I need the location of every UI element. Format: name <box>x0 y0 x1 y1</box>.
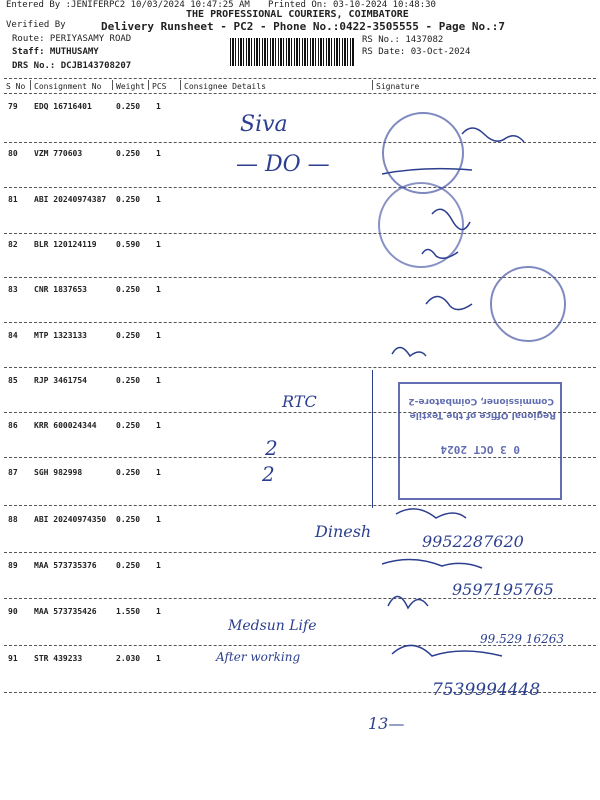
handwritten-mark: 13— <box>368 714 405 733</box>
row-pcs: 1 <box>156 421 161 430</box>
row-weight: 0.250 <box>116 515 141 524</box>
row-sno: 84 <box>8 331 18 340</box>
row-consignment: EDQ 16716401 <box>34 102 92 111</box>
handwritten-phone: 7539994448 <box>432 680 541 700</box>
handwritten-name: Dinesh <box>315 522 372 541</box>
row-consignment: BLR 120124119 <box>34 240 97 249</box>
row-sno: 83 <box>8 285 18 294</box>
handwritten-name: Medsun Life <box>228 618 317 634</box>
col-pcs: PCS <box>152 82 167 91</box>
col-divider <box>112 80 113 90</box>
barcode <box>230 38 355 66</box>
row-sno: 81 <box>8 195 18 204</box>
bracket-line <box>372 370 373 508</box>
row-pcs: 1 <box>156 468 161 477</box>
row-weight: 0.250 <box>116 421 141 430</box>
row-pcs: 1 <box>156 285 161 294</box>
handwritten-phone: 9597195765 <box>452 580 554 599</box>
row-consignment: CNR 1837653 <box>34 285 87 294</box>
drs-no: DRS No.: DCJB143708207 <box>12 61 132 71</box>
col-divider <box>372 80 373 90</box>
row-pcs: 1 <box>156 331 161 340</box>
col-divider <box>148 80 149 90</box>
row-sno: 86 <box>8 421 18 430</box>
row-consignment: RJP 3461754 <box>34 376 87 385</box>
row-consignment: STR 439233 <box>34 654 83 663</box>
col-consignee: Consignee Details <box>184 82 266 91</box>
row-weight: 0.250 <box>116 195 141 204</box>
row-sno: 79 <box>8 102 18 111</box>
handwritten-mark: 2 <box>262 462 275 486</box>
entered-by: Entered By :JENIFERPC2 10/03/2024 10:47:25 AM <box>6 0 250 10</box>
row-sno: 82 <box>8 240 18 249</box>
verified-by: Verified By <box>6 20 66 30</box>
row-weight: 0.590 <box>116 240 141 249</box>
row-pcs: 1 <box>156 376 161 385</box>
row-pcs: 1 <box>156 607 161 616</box>
office-stamp-date: 0 3 OCT 2024 <box>440 443 520 456</box>
row-pcs: 1 <box>156 654 161 663</box>
row-pcs: 1 <box>156 195 161 204</box>
row-weight: 0.250 <box>116 102 141 111</box>
row-sno: 88 <box>8 515 18 524</box>
row-consignment: MTP 1323133 <box>34 331 87 340</box>
row-weight: 0.250 <box>116 468 141 477</box>
col-sno: S No <box>6 82 26 91</box>
runsheet-title: Delivery Runsheet - PC2 - Phone No.:0422-3505555 - Page No.:7 <box>101 20 505 33</box>
col-weight: Weight <box>116 82 145 91</box>
row-consignment: SGH 982998 <box>34 468 83 477</box>
handwritten-mark: 2 <box>265 436 278 460</box>
round-stamp <box>378 182 464 268</box>
row-weight: 0.250 <box>116 376 141 385</box>
printed-on: Printed On: 03-10-2024 10:48:30 <box>268 0 436 10</box>
handwritten-name: Siva <box>240 112 288 137</box>
row-sno: 91 <box>8 654 18 663</box>
row-pcs: 1 <box>156 561 161 570</box>
row-weight: 0.250 <box>116 331 141 340</box>
handwritten-ditto: — DO — <box>236 152 330 177</box>
handwritten-phone: 9952287620 <box>422 532 524 551</box>
header-top-rule <box>4 78 596 79</box>
row-weight: 1.550 <box>116 607 141 616</box>
office-stamp-line2: Commissioner, Coimbatore-2 <box>408 396 554 406</box>
row-sno: 87 <box>8 468 18 477</box>
rs-date: RS Date: 03-Oct-2024 <box>362 47 471 57</box>
row-sno: 85 <box>8 376 18 385</box>
row-sno: 89 <box>8 561 18 570</box>
row-consignment: ABI 20240974350 <box>34 515 107 524</box>
row-pcs: 1 <box>156 102 161 111</box>
row-pcs: 1 <box>156 240 161 249</box>
company-name: THE PROFESSIONAL COURIERS, COIMBATORE <box>186 9 409 20</box>
office-stamp <box>398 382 562 500</box>
row-weight: 0.250 <box>116 149 141 158</box>
rs-no: RS No.: 1437082 <box>362 35 444 45</box>
office-stamp-line1: Regional Office of the Textile <box>409 410 556 420</box>
handwritten-note: RTC <box>282 392 317 411</box>
staff: Staff: MUTHUSAMY <box>12 47 99 57</box>
handwritten-name: After working <box>216 650 301 664</box>
round-stamp <box>490 266 566 342</box>
row-consignment: ABI 20240974387 <box>34 195 107 204</box>
row-weight: 0.250 <box>116 561 141 570</box>
row-pcs: 1 <box>156 515 161 524</box>
handwritten-phone: 99.529 16263 <box>480 632 564 646</box>
row-consignment: MAA 573735376 <box>34 561 97 570</box>
row-consignment: VZM 770603 <box>34 149 83 158</box>
row-sno: 80 <box>8 149 18 158</box>
col-divider <box>180 80 181 90</box>
col-consignment: Consignment No <box>34 82 102 91</box>
row-weight: 0.250 <box>116 285 141 294</box>
row-consignment: KRR 600024344 <box>34 421 97 430</box>
row-pcs: 1 <box>156 149 161 158</box>
col-divider <box>30 80 31 90</box>
route: Route: PERIYASAMY ROAD <box>12 34 132 44</box>
row-consignment: MAA 573735426 <box>34 607 97 616</box>
row-weight: 2.030 <box>116 654 141 663</box>
col-signature: Signature <box>376 82 420 91</box>
row-sno: 90 <box>8 607 18 616</box>
